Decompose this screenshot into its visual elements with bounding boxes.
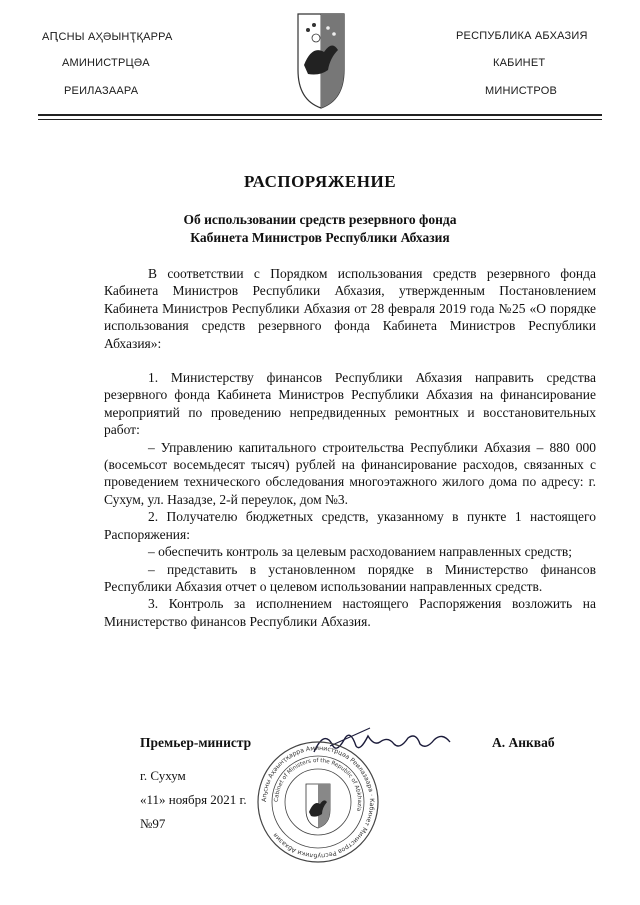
document-subtitle-line-2: Кабинета Министров Республики Абхазия <box>190 230 450 245</box>
header-right-line-3: МИНИСТРОВ <box>485 85 558 97</box>
header-divider-thick <box>38 114 602 116</box>
svg-text:Cabinet of Ministers of the Re: Cabinet of Ministers of the Republic of Abkhazia <box>273 757 363 812</box>
document-date: «11» ноября 2021 г. <box>140 792 247 807</box>
body-paragraph-item-2-sub-b: – представить в установленном порядке в Министерство финансов Республики Абхазия отчет о целевом использовании направленных средств. <box>104 561 596 594</box>
header-divider-thin <box>38 119 602 120</box>
document-title: РАСПОРЯЖЕНИЕ <box>243 172 397 191</box>
header-right-line-2: КАБИНЕТ <box>493 57 546 69</box>
body-paragraph-preamble: В соответствии с Порядком использования средств резервного фонда Кабинета Министров Республики Абхазия, утвержденным Постановлением Кабинета Министров Республики Абхазия от 28 февраля 2019 года №25 «О порядке использования средств резервного фонда Кабинета Министров Республики Абхазия»: <box>104 266 596 351</box>
document-city: г. Сухум <box>140 768 186 783</box>
body-paragraph-item-2: 2. Получателю бюджетных средств, указанному в пункте 1 настоящего Распоряжения: <box>104 509 596 542</box>
body-paragraph-item-2-sub-a: – обеспечить контроль за целевым расходованием направленных средств; <box>148 544 573 560</box>
document-body <box>104 265 596 630</box>
body-paragraph-item-3: 3. Контроль за исполнением настоящего Распоряжения возложить на Министерство финансов Республики Абхазия. <box>104 596 596 629</box>
signatory-position: Премьер-министр <box>140 735 252 750</box>
document-number: №97 <box>140 816 166 831</box>
header-right-line-1: РЕСПУБЛИКА АБХАЗИЯ <box>456 30 588 42</box>
body-paragraph-item-1-sub: – Управлению капитального строительства Республики Абхазия – 880 000 (восемьсот восемьдесят тысяч) рублей на финансирование расходов, связанных с проведением технического обследования многоэтажного жилого дома по адресу: г. Сухум, ул. Назадзе, 2-й переулок, дом №3. <box>104 439 596 507</box>
body-paragraph-item-1: 1. Министерству финансов Республики Абхазия направить средства резервного фонда Кабинета Министров Республики Абхазия на финансирование мероприятий по проведению непредвиденных ремонтных и восстановительных работ: <box>104 370 596 438</box>
header-left-line-3: РЕИЛАЗААРА <box>64 85 139 97</box>
header-left-line-1: АԤСНЫ АҲӘЫНҬҚАРРА <box>42 31 173 43</box>
svg-text:Аҧсны Аҳәынҭқарра Аминистрцәа: Аҧсны Аҳәынҭқарра Аминистрцәа Реилазаара · Кабинет Министров Республики Абхазия <box>260 744 376 860</box>
abkhazia-emblem-icon <box>294 10 348 110</box>
signatory-name: А. Анкваб <box>492 735 555 750</box>
official-seal <box>256 740 380 864</box>
header-left-line-2: АМИНИСТРЦӘА <box>62 57 150 69</box>
document-subtitle-line-1: Об использовании средств резервного фонда <box>183 212 457 227</box>
